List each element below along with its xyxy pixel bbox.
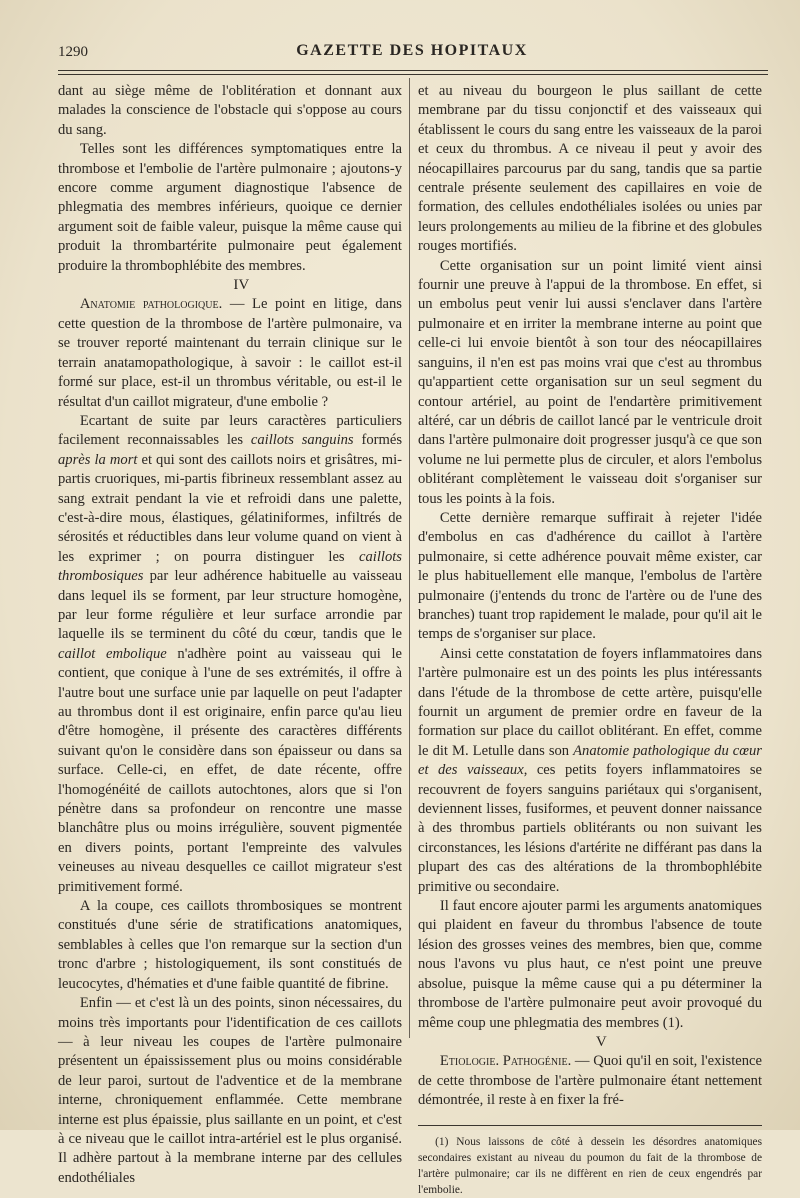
paragraph: Enfin — et c'est là un des points, sinon nécessaires, du moins très importants pour l'identification de ces caillots — à leur niveau les coupes de l'artère pulmonaire présentent un épaississement plus ou moins considérable de leur paroi, surtout de l'adventice et de la membrane interne, chroniquement enflammée. Cette membrane interne est plus épaissie, plus saillante en un point, et c'est à ce niveau que le caillot intra-artériel est le plus organisé. Il adhère partout à la membrane interne par des cellules endothéliales <box>58 995 402 1186</box>
paragraph: Il faut encore ajouter parmi les arguments anatomiques qui plaident en faveur du thrombus l'absence de toute lésion des grosses veines des membres, bien que, comme nous l'avons vu plus haut, ce n'est point une preuve absolue, puisque la même cause qui a pu déterminer la thrombose de l'artère pulmonaire peut avoir provoqué du même coup une phlegmatia des membres (1). <box>418 898 762 1031</box>
page-header <box>58 40 766 64</box>
italic-term: caillot embolique <box>58 645 167 662</box>
journal-title: GAZETTE DES HOPITAUX <box>296 42 528 59</box>
text-run: formés <box>353 432 402 449</box>
section-lead: Etiologie. Pathogénie. <box>439 1053 572 1070</box>
paragraph <box>58 295 402 411</box>
header-rule-double <box>58 74 768 75</box>
italic-term: caillots sanguins <box>250 432 354 449</box>
section-heading: V <box>595 1033 607 1050</box>
paragraph <box>418 1052 762 1110</box>
column-divider <box>409 78 410 1038</box>
right-column <box>418 82 762 1198</box>
text-run: n'adhère point au vaisseau qui le contient, que conique à l'une de ses extrémités, il offre à l'autre bout une surface unie par laquelle on peut l'adapter au thrombus dont il est originaire, enfin parce qu'au lieu d'être homogène, il présente des caractères différents suivant qu'on le considère dans son épaisseur ou dans sa surface. Celle-ci, en effet, de date récente, offre l'homogénéité de caillots autochtones, alors que si l'on pénètre dans sa profondeur on rencontre une masse blanchâtre plus ou moins irrégulière, souvent pigmentée en divers points, portant l'empreinte des valvules veineuses au niveau desquelles ce caillot migrateur s'est primitivement formé. <box>58 645 402 895</box>
text-run: — Quoi qu'il en soit, l'existence de cette thrombose de l'artère pulmonaire étant nettement démontrée, il reste à en fixer la fré- <box>418 1053 762 1109</box>
section-lead: Anatomie pathologique. <box>79 296 223 313</box>
italic-title: Anatomie pathologique du cœur et des vaisseaux <box>418 742 762 779</box>
text-run: Ainsi cette constatation de foyers inflammatoires dans l'artère pulmonaire est un des points les plus intéressants dans l'étude de la thrombose de cette artère, puisqu'elle fournit un argument de premier ordre en faveur de la formation sur place du caillot oblitérant. En effet, comme le dit M. Letulle dans son <box>418 645 762 759</box>
italic-term: caillots thrombosiques <box>58 548 402 585</box>
paragraph: et au niveau du bourgeon le plus saillant de cette membrane par du tissu conjonctif et des vaisseaux qui établissent le cours du sang entre les vaisseaux de la paroi et ceux du thrombus. A ce niveau il peut y avoir des néocapillaires parcourus par du sang, tandis que sa partie centrale présente seulement des capillaires en voie de formation, des cellules endothéliales isolées ou unies par leurs prolongements au milieu de la fibrine et des globules rouges mortifiés. <box>418 83 762 255</box>
header-rule <box>58 70 768 71</box>
left-column <box>58 82 402 1188</box>
paragraph <box>58 412 402 897</box>
paragraph: dant au siège même de l'oblitération et donnant aux malades la conscience de l'obstacle qui s'oppose au cours du sang. <box>58 83 402 138</box>
text-run: — Le point en litige, dans cette question de la thrombose de l'artère pulmonaire, va se trouver reporté maintenant du terrain clinique sur le terrain anatamopathologique, à savoir : le caillot est-il formé sur place, est-il un thrombus véritable, ou est-il le résultat d'un caillot migrateur, d'une embolie ? <box>58 296 402 410</box>
paragraph: Cette dernière remarque suffirait à rejeter l'idée d'embolus en cas d'adhérence du caillot à l'artère pulmonaire, si cette adhérence pouvait même exister, car le plus habituellement elle manque, l'embolus de l'artère pulmonaire (j'entends du tronc de l'artère ou de l'une des branches) tuant trop rapidement le malade, pour qu'il ait le temps de s'organiser sur place. <box>418 509 762 643</box>
paragraph: Telles sont les différences symptomatiques entre la thrombose et l'embolie de l'artère pulmonaire ; ajoutons-y encore comme argument diagnostique l'absence de phlegmatia des membres inférieurs, quoique ce dernier argument soit de faible valeur, puisque la même cause qui produit la thrombartérite pulmonaire peut également produire la thrombophlébite des membres. <box>58 141 402 274</box>
text-run: , ces petits foyers inflammatoires se recouvrent de foyers sanguins pariétaux qui s'organisent, deviennent lisses, fusiformes, et peuvent donner naissance à des thrombus partiels oblitérants ou non suivant les circonstances, les lésions d'artérite ne différant pas dans la plupart des cas des altérations de la thrombophlébite primitive ou secondaire. <box>418 762 762 895</box>
italic-term: après la mort <box>58 451 138 468</box>
paragraph <box>418 645 762 897</box>
text-run: par leur adhérence habituelle au vaisseau dans lequel ils se forment, par leur structure homogène, par leur forme régulière et leur surface arrondie par laquelle ils se terminent du côté du cœur, tandis que le <box>58 568 402 643</box>
text-run: et qui sont des caillots noirs et grisâtres, mi-partis cruoriques, mi-partis fibrineux ressemblant assez au sang extrait pendant la vie et refroidi dans une palette, c'est-à-dire mous, élastiques, gélatiniformes, infiltrés de sérosités et réductibles dans leur volume quand on vient à les exprimer ; on pourra distinguer les <box>58 451 402 565</box>
paragraph: Cette organisation sur un point limité vient ainsi fournir une preuve à l'appui de la thrombose. En effet, si un embolus peut venir lui aussi s'enclaver dans l'artère pulmonaire et en irriter la membrane interne au point que celle-ci lui envoie bientôt à son tour des néocapillaires sanguins, il n'en est pas moins vrai que c'est au thrombus qu'appartient cette organisation sur un seul segment du contour artériel, au point de l'endartère primitivement altéré, car un débris de caillot lancé par le ventricule droit dans l'artère pulmonaire doit progresser jusqu'à ce que son volume ne lui permette plus de circuler, et alors l'embolus oblitérant complètement le vaisseau doit s'organiser sur tous les points à la fois. <box>418 257 762 507</box>
footnote: (1) Nous laissons de côté à dessein les désordres anatomiques secondaires existant au niveau du poumon du fait de la thrombose de l'artère pulmonaire; car ils ne diffèrent en rien de ceux engendrés par l'embolie. <box>418 1135 762 1197</box>
text-run: Ecartant de suite par leurs caractères particuliers facilement reconnaissables les <box>58 412 402 449</box>
footnote-rule <box>418 1125 762 1126</box>
paragraph: A la coupe, ces caillots thrombosiques se montrent constitués d'une série de stratifications anatomiques, semblables à celles que l'on remarque sur la section d'un tronc d'arbre ; histologiquement, ils sont constitués de leucocytes, d'hématies et d'une faible quantité de fibrine. <box>58 898 402 992</box>
section-heading: IV <box>233 277 250 294</box>
page-number: 1290 <box>58 44 88 60</box>
